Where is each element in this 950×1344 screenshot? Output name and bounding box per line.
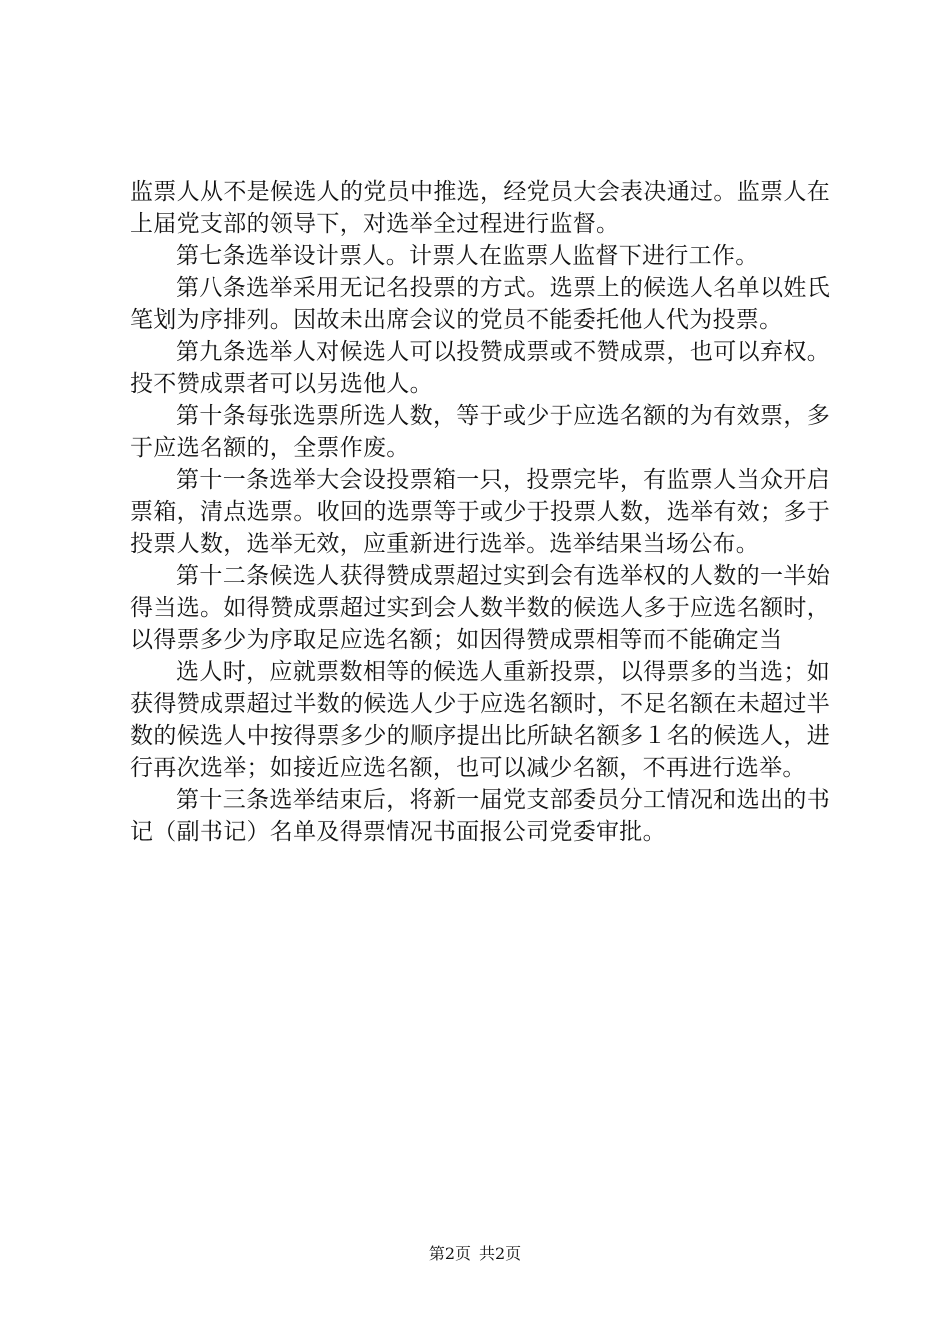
paragraph-article-7: 第七条选举设计票人。计票人在监票人监督下进行工作。 <box>176 243 759 269</box>
page-number: 第2页 <box>428 1244 471 1263</box>
paragraph-article-10: 第十条每张选票所选人数，等于或少于应选名额的为有效票，多于应选名额的，全票作废。 <box>130 403 830 461</box>
paragraph-continuation: 监票人从不是候选人的党员中推选，经党员大会表决通过。监票人在上届党支部的领导下，对选举全过程进行监督。 <box>130 179 830 237</box>
page-footer <box>0 1244 950 1264</box>
paragraph-article-8: 第八条选举采用无记名投票的方式。选票上的候选人名单以姓氏笔划为序排列。因故未出席会议的党员不能委托他人代为投票。 <box>130 275 830 333</box>
paragraph-article-9: 第九条选举人对候选人可以投赞成票或不赞成票，也可以弃权。投不赞成票者可以另选他人。 <box>130 339 830 397</box>
paragraph-article-13: 第十三条选举结束后，将新一届党支部委员分工情况和选出的书记（副书记）名单及得票情况书面报公司党委审批。 <box>130 787 830 845</box>
paragraph-article-11: 第十一条选举大会设投票箱一只，投票完毕，有监票人当众开启票箱，清点选票。收回的选票等于或少于投票人数，选举有效；多于投票人数，选举无效，应重新进行选举。选举结果当场公布。 <box>130 467 830 557</box>
document-body <box>130 176 830 848</box>
paragraph-article-12-continued: 选人时，应就票数相等的候选人重新投票，以得票多的当选；如获得赞成票超过半数的候选人少于应选名额时，不足名额在未超过半数的候选人中按得票多少的顺序提出比所缺名额多１名的候选人，进行再次选举；如接近应选名额，也可以减少名额，不再进行选举。 <box>130 659 830 781</box>
page-total: 共2页 <box>479 1244 522 1263</box>
paragraph-article-12: 第十二条候选人获得赞成票超过实到会有选举权的人数的一半始得当选。如得赞成票超过实到会人数半数的候选人多于应选名额时，以得票多少为序取足应选名额；如因得赞成票相等而不能确定当 <box>130 563 830 653</box>
